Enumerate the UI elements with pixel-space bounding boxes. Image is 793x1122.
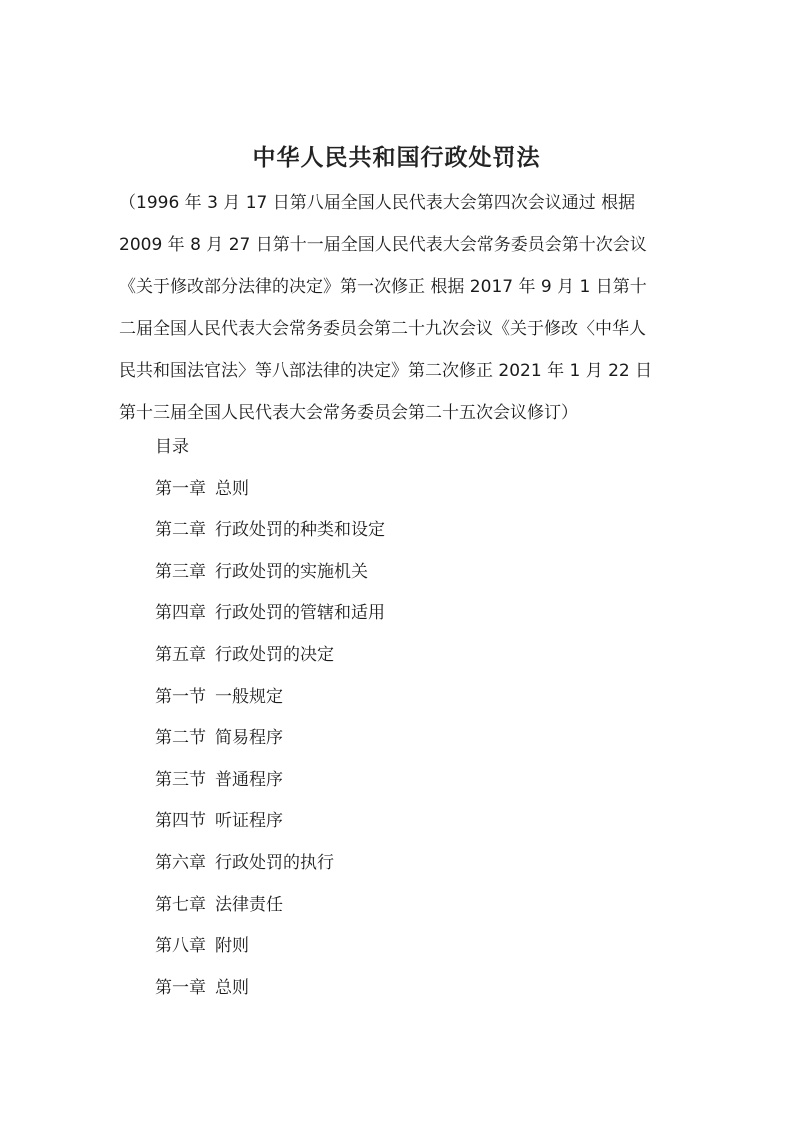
toc-entry-title: 附则 — [215, 936, 249, 957]
toc-entry — [155, 843, 385, 885]
chapter-number: 第一章 — [155, 977, 206, 998]
toc-entry-number: 第三章 — [155, 561, 206, 582]
toc-entry-title: 法律责任 — [215, 894, 283, 915]
toc-entry-title: 普通程序 — [215, 769, 283, 790]
chapter-heading — [155, 968, 385, 1010]
toc-entry-title: 行政处罚的决定 — [215, 644, 334, 665]
table-of-contents — [155, 427, 385, 1009]
toc-entry — [155, 593, 385, 635]
preamble — [119, 182, 679, 434]
toc-entry — [155, 552, 385, 594]
toc-entry-number: 第五章 — [155, 644, 206, 665]
document-title: 中华人民共和国行政处罚法 — [252, 145, 541, 171]
toc-entry — [155, 760, 385, 802]
toc-entry-number: 第二节 — [155, 728, 206, 749]
toc-entry-number: 第二章 — [155, 520, 206, 541]
toc-heading: 目录 — [155, 437, 189, 457]
toc-entry-number: 第七章 — [155, 894, 206, 915]
toc-entry-title: 行政处罚的种类和设定 — [215, 520, 385, 541]
preamble-line: （1996 年 3 月 17 日第八届全国人民代表大会第四次会议通过 根据 — [119, 193, 636, 213]
chapter-title: 总则 — [215, 977, 249, 998]
toc-entry-number: 第八章 — [155, 936, 206, 957]
toc-entry-title: 一般规定 — [215, 686, 283, 707]
preamble-line: 第十三届全国人民代表大会常务委员会第二十五次会议修订） — [119, 403, 578, 423]
toc-entry — [155, 469, 385, 511]
preamble-line: 民共和国法官法〉等八部法律的决定》第二次修正 2021 年 1 月 22 日 — [119, 361, 653, 381]
toc-entry-title: 听证程序 — [215, 811, 283, 832]
preamble-line: 《关于修改部分法律的决定》第一次修正 根据 2017 年 9 月 1 日第十 — [119, 277, 647, 297]
toc-entry-title: 行政处罚的实施机关 — [215, 561, 368, 582]
toc-entry-title: 简易程序 — [215, 728, 283, 749]
preamble-line: 2009 年 8 月 27 日第十一届全国人民代表大会常务委员会第十次会议 — [119, 235, 647, 255]
toc-entry-number: 第三节 — [155, 769, 206, 790]
preamble-line: 二届全国人民代表大会常务委员会第二十九次会议《关于修改〈中华人 — [119, 319, 646, 339]
toc-entry — [155, 635, 385, 677]
toc-entry — [155, 926, 385, 968]
toc-entry — [155, 677, 385, 719]
toc-entry-number: 第四节 — [155, 811, 206, 832]
toc-entry-number: 第六章 — [155, 852, 206, 873]
toc-entry-number: 第一章 — [155, 478, 206, 499]
toc-entry — [155, 718, 385, 760]
toc-entry — [155, 510, 385, 552]
toc-entry-number: 第一节 — [155, 686, 206, 707]
toc-entry — [155, 801, 385, 843]
toc-entry-title: 行政处罚的执行 — [215, 852, 334, 873]
toc-entry-title: 总则 — [215, 478, 249, 499]
toc-entry-number: 第四章 — [155, 603, 206, 624]
toc-entry — [155, 885, 385, 927]
toc-entry-title: 行政处罚的管辖和适用 — [215, 603, 385, 624]
